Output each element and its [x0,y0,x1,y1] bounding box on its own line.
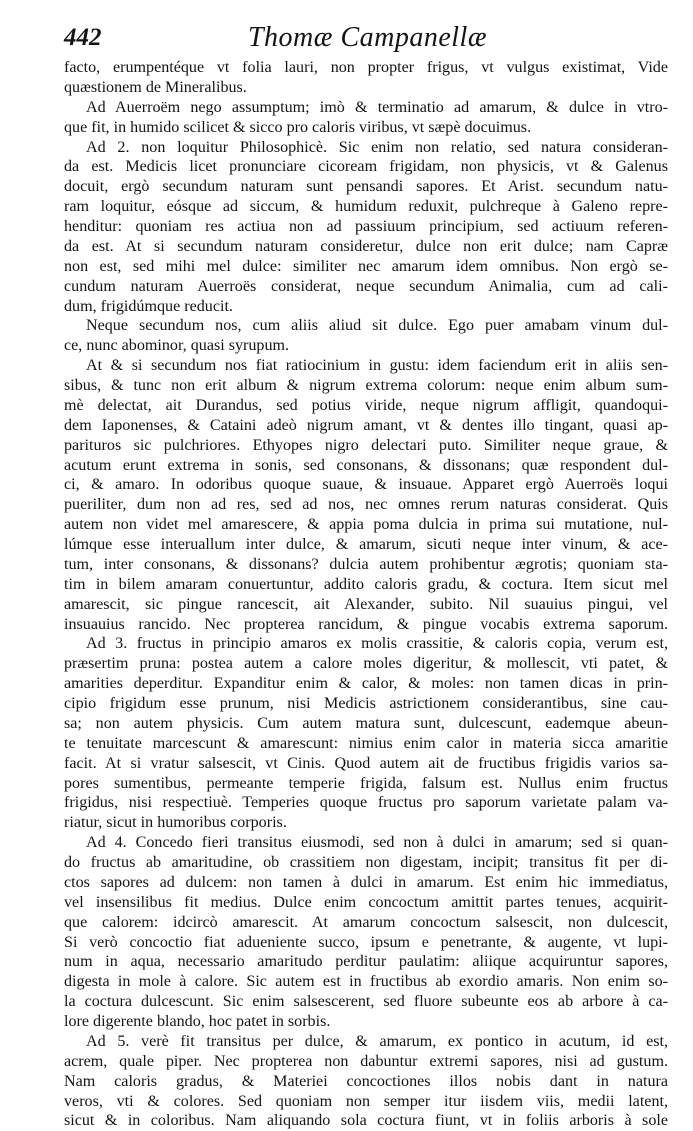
paragraph-start-line: Ad 4. Concedo fieri transitus eiusmodi, sed non à dulci in amarum; sed si quan- [86,834,668,852]
text-line: dum, frigidúmque reducit. [64,297,233,315]
text-line: amarities deperditur. Expanditur enim & calor, & moles: non tamen dicas in prin- [64,675,668,693]
text-line: facit. At si vratur salsescit, vt Cinis. Quod autem ait de fructibus frigidis varios sa- [64,754,668,772]
text-line: tim in bilem amaram conuertuntur, addito caloris gradu, & coctura. Item sicut mel [64,575,668,593]
text-line: ce, nunc abominor, quasi syrupum. [64,337,290,355]
text-line: quæstionem de Mineralibus. [64,78,247,96]
text-line: Nam caloris gradus, & Materiei concoctiones illos nobis dant in natura [64,1072,668,1090]
text-line: acutum erunt extrema in sonis, sed consonans, & dissonans; quæ respondent dul- [64,456,668,474]
paragraph-start-line: Ad 3. fructus in principio amaros ex molis crassitie, & caloris copia, verum est, [86,635,668,653]
paragraph-start-line: Ad Auerroëm nego assumptum; imò & terminatio ad amarum, & dulce in vtro- [86,98,668,116]
paragraph-start-line: Ad 5. verè fit transitus per dulce, & amarum, ex pontico in acutum, id est, [86,1032,668,1050]
text-line: da est. Medicis licet pronunciare cicoream frigidam, non physicis, vt & Galenus [64,158,668,176]
text-line: veros, vti & colores. Sed quoniam non semper itur iisdem viis, medii latent, [64,1092,668,1110]
text-line: sibus, & tunc non erit album & nigrum extrema colorum: neque enim album sum- [64,377,668,394]
text-line: sa; non autem physicis. Cum autem matura sunt, dulcescunt, eademque abeun- [64,714,668,732]
text-line: ram loquitur, eósque ad siccum, & humidum reduxit, pulchreque à Galeno repre- [64,198,668,216]
text-line: lore digerente blando, hoc patet in sorbis. [64,1013,331,1030]
text-line: vel insensilibus fit medius. Dulce enim concoctum amittit partes tenues, acquirit- [64,893,668,911]
text-line: henditur: quoniam res actiua non ad passiuum principium, sed actiuum referen- [64,218,668,235]
paragraph-start-line: Neque secundum nos, cum aliis aliud sit dulce. Ego puer amabam vinum dul- [86,317,668,335]
paragraph-start-line: Ad 2. non loquitur Philosophicè. Sic enim non relatio, sed natura consideran- [86,138,668,156]
page-number: 442 [64,24,102,51]
text-line: Si verò concoctio fiat adueniente succo, ipsum e penetrante, & augente, vt lupi- [64,933,668,951]
text-line: mè delectat, ait Durandus, sed potius viride, neque nigrum affligit, quandoqui- [64,396,668,414]
text-line: num in aqua, necessario amaritudo perditur paulatim: aliique acquiruntur sapores, [64,953,668,971]
text-line: docuit, ergò secundum naturam sunt pensandi sapores. Et Arist. secundum natu- [64,178,668,196]
text-line: te tenuitate marcescunt & amarescunt: nimius enim calor in materia sicca amaritie [64,734,668,752]
text-line: sicut & in coloribus. Nam aliquando sola coctura fiunt, vt in foliis arboris à sole [64,1112,668,1130]
text-line: ctos sapores ad dulcem: non tamen à dulci in amarum. Est enim hic immediatus, [64,873,668,891]
text-line: autem non videt mel amarescere, & appia poma dulcia in prima sui mutatione, nul- [64,516,668,534]
text-line: lúmque esse interuallum inter dulce, & amarum, sicuti neque inter vinum, & ace- [64,536,668,553]
text-line: insuauius rancido. Nec propterea rancidum, & pingue vocabis extrema saporum. [64,615,668,633]
text-line: acrem, quale piper. Nec propterea non dabuntur extremi sapores, nisi ad gustum. [64,1052,668,1070]
text-line: præsertim pruna: postea autem a calore moles digeritur, & mollescit, vti patet, & [64,655,668,673]
text-line: frigidus, nisi respectiuè. Temperies quoque fructus pro saporum varietate palam va- [64,794,668,812]
text-line: cundum naturam Auerroës considerat, neque secundum Animalia, cum ad cali- [64,277,668,295]
text-line: amarescit, sic pingue rancescit, ait Alexander, subito. Nil suauius pingui, vel [64,595,668,613]
text-line: cipio frigidum esse prunum, nisi Medicis astrictionem considerantibus, sine cau- [64,695,668,712]
text-line: ci, & amaro. In odoribus quoque suaue, & insuaue. Apparet ergò Auerroës loqui [64,476,668,494]
text-line: parituros sic pulchriores. Ethyopes nigro delectari puto. Similiter neque graue, & [64,436,668,454]
text-line: digesta in mole à calore. Sic autem est in fructibus ab exordio amaris. Non enim so- [64,973,668,991]
text-line: non est, sed mihi mel dulce: similiter nec amarum idem omnibus. Non ergò se- [64,257,668,275]
running-title: Thomæ Campanellæ [247,22,488,53]
text-line: tum, inter consonans, & dissonans? dulcia autem prohibentur ægrotis; quoniam sta- [64,555,668,573]
text-line: que calorem: idcircò amarescit. At amarum concoctum salsescit, non dulcescit, [64,913,668,931]
text-line: que fit, in humido scilicet & sicco pro caloris viribus, vt sæpè docuimus. [64,118,532,136]
text-line: do fructus ab amaritudine, ob crassitiem non digestam, incipit; transitus fit per di- [64,854,668,871]
text-line: la coctura dulcescunt. Sic enim salsescerent, sed fluore subeunte eos ab arbore à ca- [64,993,668,1011]
text-line: dem Iaponenses, & Cataini adeò nigrum amant, vt & dentes illo tingant, quasi ap- [64,416,668,434]
text-line: riatur, sicut in humoribus corporis. [64,814,287,832]
text-line: facto, erumpentéque vt folia lauri, non propter frigus, vt vulgus existimat, Vide [64,59,668,76]
text-line: pores sumentibus, permeante temperie frigida, falsum est. Nullus enim fructus [64,774,668,792]
paragraph-start-line: At & si secundum nos fiat ratiocinium in gustu: idem faciendum erit in aliis sen- [86,357,668,375]
text-line: da est. At si secundum naturam consideretur, dulce non erit dulce; nam Capræ [64,237,668,255]
text-line: pueriliter, dum non ad res, sed ad nos, nec omnes rerum naturas considerat. Quis [64,496,668,514]
body-text [64,58,668,1131]
